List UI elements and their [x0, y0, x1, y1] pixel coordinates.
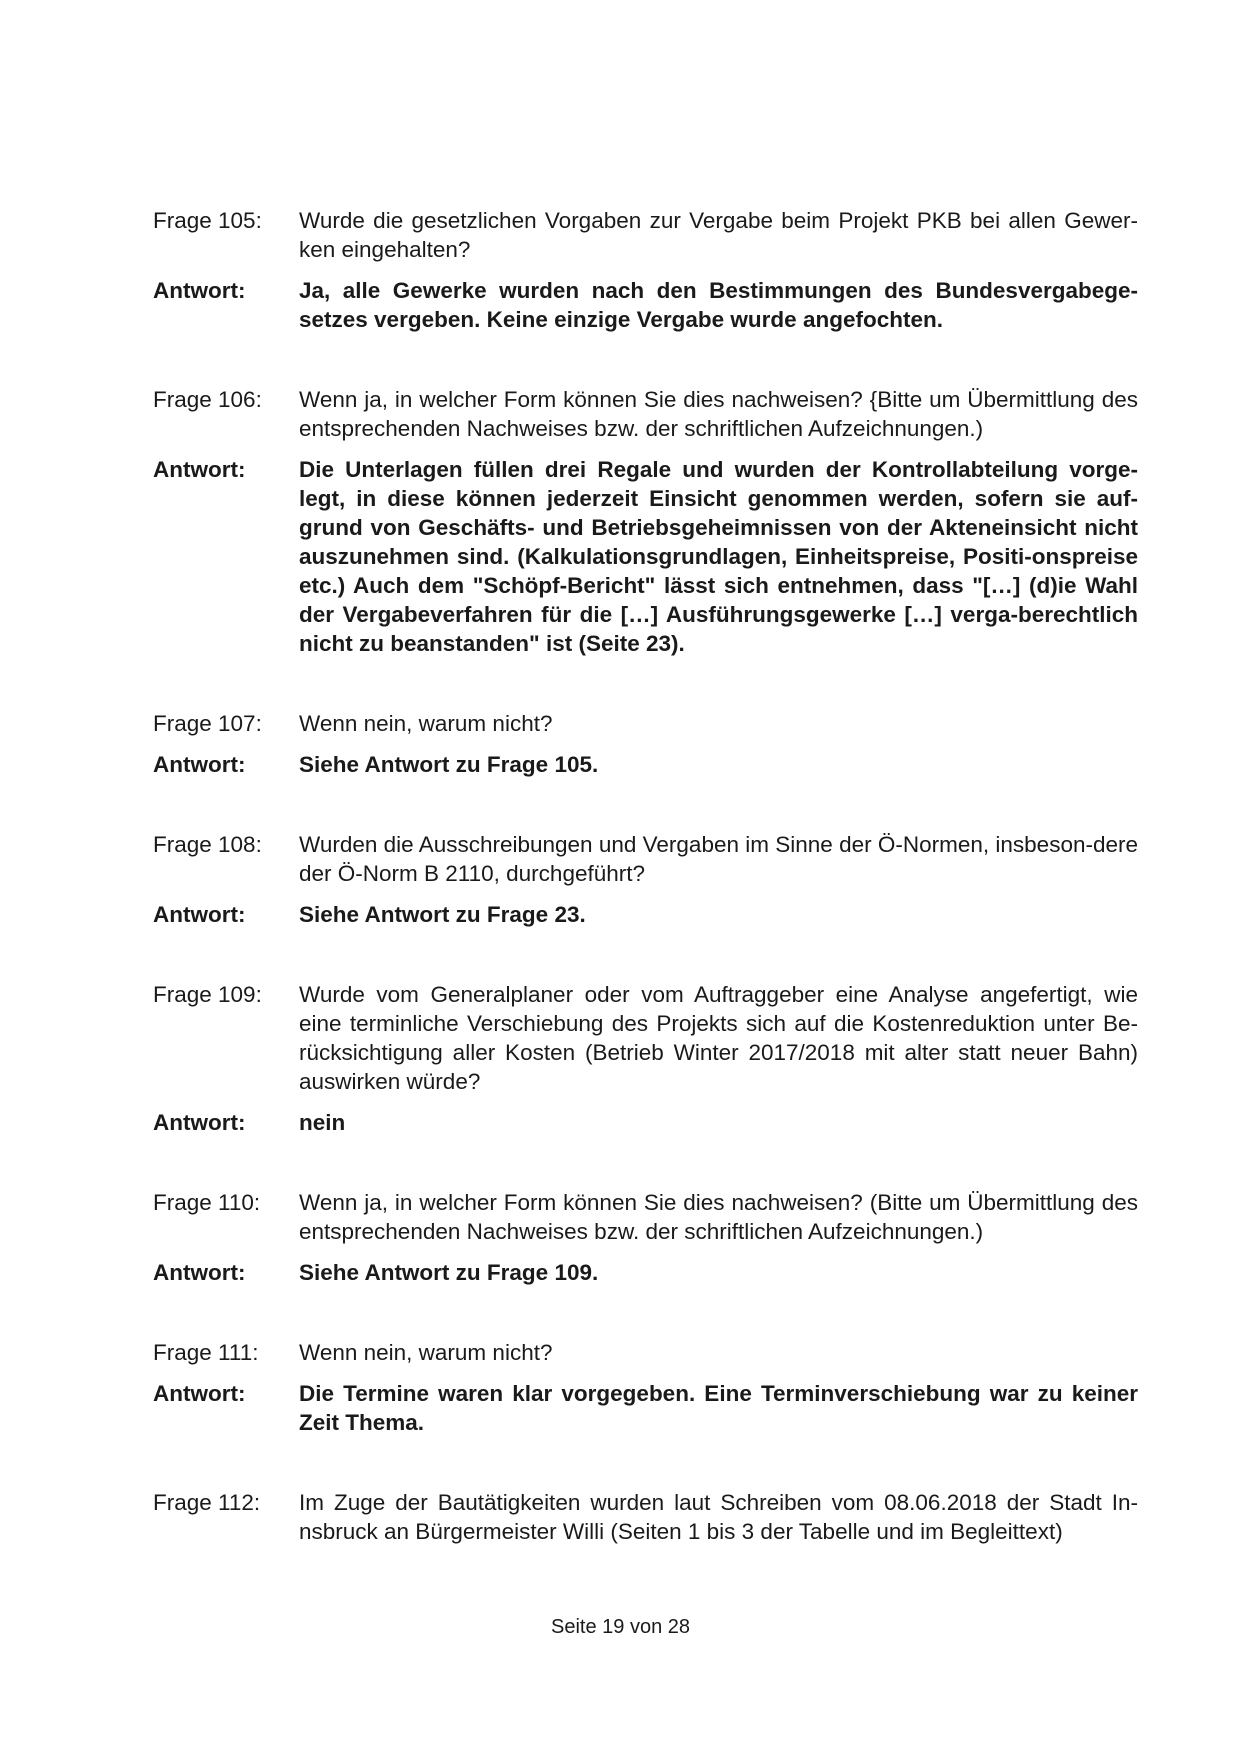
- question-row: [153, 980, 1138, 1096]
- question-label: Frage 106:: [153, 387, 262, 412]
- question-row: [153, 1188, 1138, 1246]
- question-row: [153, 1338, 1138, 1367]
- answer-text: Die Termine waren klar vorgegeben. Eine Terminverschiebung war zu keiner Zeit Thema.: [299, 1381, 1138, 1435]
- qa-block-109: [153, 980, 1138, 1137]
- qa-block-112: [153, 1488, 1138, 1546]
- question-row: [153, 1488, 1138, 1546]
- answer-row: [153, 750, 1138, 779]
- qa-block-108: [153, 830, 1138, 929]
- answer-label: Antwort:: [153, 1110, 246, 1135]
- answer-text: Die Unterlagen füllen drei Regale und wurden der Kontrollabteilung vorge-legt, in diese können jederzeit Einsicht genommen werden, sofern sie auf-grund von Geschäfts- und Betriebsgeheimnissen von der Akteneinsicht nicht auszunehmen sind. (Kalkulationsgrundlagen, Einheitspreise, Positi-onspreise etc.) Auch dem "Schöpf-Bericht" lässt sich entnehmen, dass "[…] (d)ie Wahl der Vergabeverfahren für die […] Ausführungsgewerke […] verga-berechtlich nicht zu beanstanden" ist (Seite 23).: [299, 457, 1138, 656]
- answer-label: Antwort:: [153, 902, 246, 927]
- answer-row: [153, 455, 1138, 658]
- question-label: Frage 112:: [153, 1490, 261, 1515]
- answer-row: [153, 1108, 1138, 1137]
- answer-text: Ja, alle Gewerke wurden nach den Bestimmungen des Bundesvergabege-setzes vergeben. Keine einzige Vergabe wurde angefochten.: [299, 278, 1138, 332]
- answer-text: nein: [299, 1110, 346, 1135]
- question-text: Wurde die gesetzlichen Vorgaben zur Vergabe beim Projekt PKB bei allen Gewer-ken eingehalten?: [299, 208, 1138, 262]
- answer-row: [153, 1379, 1138, 1437]
- question-row: [153, 830, 1138, 888]
- question-text: Wenn nein, warum nicht?: [299, 711, 553, 736]
- question-label: Frage 105:: [153, 208, 262, 233]
- question-label: Frage 111:: [153, 1340, 259, 1365]
- question-row: [153, 206, 1138, 264]
- answer-row: [153, 900, 1138, 929]
- answer-row: [153, 1258, 1138, 1287]
- answer-text: Siehe Antwort zu Frage 109.: [299, 1260, 599, 1285]
- answer-label: Antwort:: [153, 457, 246, 482]
- qa-block-107: [153, 709, 1138, 779]
- qa-block-106: [153, 385, 1138, 658]
- answer-label: Antwort:: [153, 752, 246, 777]
- question-text: Wurden die Ausschreibungen und Vergaben im Sinne der Ö-Normen, insbeson-dere der Ö-Norm B 2110, durchgeführt?: [299, 832, 1138, 886]
- page-number-footer: Seite 19 von 28: [551, 1616, 690, 1638]
- question-answer-list: [153, 206, 1138, 1597]
- question-row: [153, 709, 1138, 738]
- answer-label: Antwort:: [153, 1381, 246, 1406]
- answer-text: Siehe Antwort zu Frage 105.: [299, 752, 599, 777]
- qa-block-110: [153, 1188, 1138, 1287]
- question-text: Wurde vom Generalplaner oder vom Auftraggeber eine Analyse angefertigt, wie eine terminliche Verschiebung des Projekts sich auf die Kostenreduktion unter Be-rücksichtigung aller Kosten (Betrieb Winter 2017/2018 mit alter statt neuer Bahn) auswirken würde?: [299, 982, 1138, 1094]
- question-text: Wenn ja, in welcher Form können Sie dies nachweisen? {Bitte um Übermittlung des entsprechenden Nachweises bzw. der schriftlichen Aufzeichnungen.): [299, 387, 1138, 441]
- question-label: Frage 110:: [153, 1190, 261, 1215]
- question-text: Im Zuge der Bautätigkeiten wurden laut Schreiben vom 08.06.2018 der Stadt In-nsbruck an Bürgermeister Willi (Seiten 1 bis 3 der Tabelle und im Begleittext): [299, 1490, 1138, 1544]
- answer-label: Antwort:: [153, 1260, 246, 1285]
- question-text: Wenn ja, in welcher Form können Sie dies nachweisen? (Bitte um Übermittlung des entsprechenden Nachweises bzw. der schriftlichen Aufzeichnungen.): [299, 1190, 1138, 1244]
- question-label: Frage 107:: [153, 711, 262, 736]
- qa-block-105: [153, 206, 1138, 334]
- qa-block-111: [153, 1338, 1138, 1437]
- answer-text: Siehe Antwort zu Frage 23.: [299, 902, 586, 927]
- answer-row: [153, 276, 1138, 334]
- question-label: Frage 109:: [153, 982, 262, 1007]
- question-row: [153, 385, 1138, 443]
- question-text: Wenn nein, warum nicht?: [299, 1340, 553, 1365]
- answer-label: Antwort:: [153, 278, 246, 303]
- question-label: Frage 108:: [153, 832, 262, 857]
